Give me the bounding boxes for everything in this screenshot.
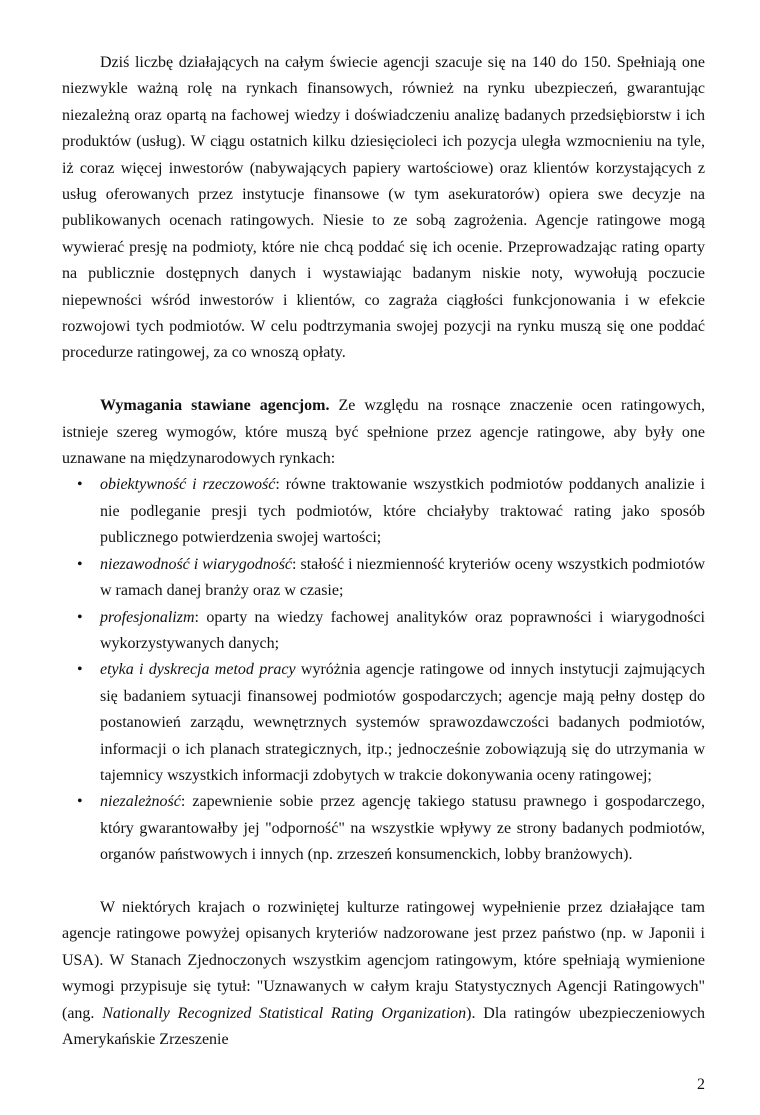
requirement-term: niezależność (100, 793, 181, 811)
requirement-text: : równe traktowanie wszystkich podmiotów poddanych analizie i nie podleganie presji tych podmiotów, które chciałyby traktować rating jako sposób publicznego potwierdzenia swojej wartości; (100, 476, 705, 547)
paragraph-text: W niektórych krajach o rozwiniętej kulturze ratingowej wypełnienie przez działające tam agencje ratingowe powyżej opisanych kryteriów nadzorowane jest przez państwo (np. w Japonii i USA). W Stanach Zjednoczonych wszystkim agencjom ratingowym, które spełniają wymienione wymogi przypisuje się tytuł: "Uznawanych w całym kraju Statystycznych Agencji Ratingowych" (ang. (62, 898, 705, 1022)
requirement-term: niezawodność i wiarygodność (100, 555, 293, 573)
requirement-text: wyróżnia agencje ratingowe od innych instytucji zajmujących się badaniem sytuacji finansowej podmiotów gospodarczych; agencje mają pełny dostęp do postanowień zarządu, wewnętrznych systemów sprawozdawczości badanych podmiotów, informacji o ich planach strategicznych, itp.; jednocześnie zobowiązują się do utrzymania w tajemnicy wszystkich informacji zdobytych w trakcie dokonywania oceny ratingowej; (100, 661, 705, 784)
bullet-icon: • (77, 555, 83, 573)
list-item (77, 552, 705, 605)
requirements-list (62, 472, 705, 868)
paragraph-agencies-count: Dziś liczbę działających na całym świecie agencji szacuje się na 140 do 150. Spełniają one niezwykle ważną rolę na rynkach finansowych, również na rynku ubezpieczeń, gwarantując niezależną oraz opartą na fachowej wiedzy i doświadczeniu analizę badanych przedsiębiorstw i ich produktów (usług). W ciągu ostatnich kilku dziesięcioleci ich pozycja uległa wzmocnieniu na tyle, iż coraz więcej inwestorów (nabywających papiery wartościowe) oraz klientów korzystających z usług oferowanych przez instytucje finansowe (w tym asekuratorów) opiera swe decyzje na publikowanych ocenach ratingowych. Niesie to ze sobą zagrożenia. Agencje ratingowe mogą wywierać presję na podmioty, które nie chcą poddać się ich ocenie. Przeprowadzając rating oparty na publicznie dostępnych danych i wystawiając badanym niskie noty, wywołują poczucie niepewności wśród inwestorów i klientów, co zagraża ciągłości funkcjonowania i w efekcie rozwojowi tych podmiotów. W celu podtrzymania swojej pozycji na rynku muszą się one poddać procedurze ratingowej, za co wnoszą opłaty. (62, 54, 705, 362)
requirement-term: profesjonalizm (100, 608, 195, 626)
paragraph-requirements-intro (62, 393, 705, 472)
bullet-icon: • (77, 661, 83, 679)
english-term: Nationally Recognized Statistical Rating Organization (102, 1004, 467, 1022)
requirement-text: : oparty na wiedzy fachowej analityków oraz poprawności i wiarygodności wykorzystywanych danych; (100, 608, 705, 652)
paragraph-spacer (62, 869, 705, 895)
requirement-term: obiektywność i rzeczowość (100, 476, 276, 494)
intro-text: Ze względu na rosnące znaczenie ocen ratingowych, istnieje szereg wymogów, które muszą być spełnione przez agencje ratingowe, aby były one uznawane na międzynarodowych rynkach: (62, 397, 705, 468)
page-number: 2 (697, 1076, 705, 1094)
document-page (62, 0, 705, 1115)
list-item (77, 657, 705, 789)
paragraph-text: ). Dla ratingów ubezpieczeniowych Amerykańskie Zrzeszenie (62, 1004, 705, 1048)
paragraph-spacer (62, 367, 705, 393)
requirement-text: : stałość i niezmienność kryteriów oceny wszystkich podmiotów w ramach danej branży oraz w czasie; (100, 555, 705, 600)
bullet-icon: • (77, 793, 83, 811)
list-item (77, 605, 705, 658)
requirement-text: : zapewnienie sobie przez agencję takiego statusu prawnego i gospodarczego, który gwarantowałby jej "odporność" na wszystkie wpływy ze strony badanych podmiotów, organów państwowych i innych (np. zrzeszeń konsumenckich, lobby branżowych). (100, 793, 705, 864)
bullet-icon: • (77, 476, 83, 494)
requirement-term: etyka i dyskrecja metod pracy (100, 661, 296, 679)
bullet-icon: • (77, 608, 83, 626)
list-item (77, 789, 705, 868)
section-heading: Wymagania stawiane agencjom. (100, 397, 330, 415)
list-item (77, 472, 705, 551)
paragraph-supervision (62, 895, 705, 1053)
